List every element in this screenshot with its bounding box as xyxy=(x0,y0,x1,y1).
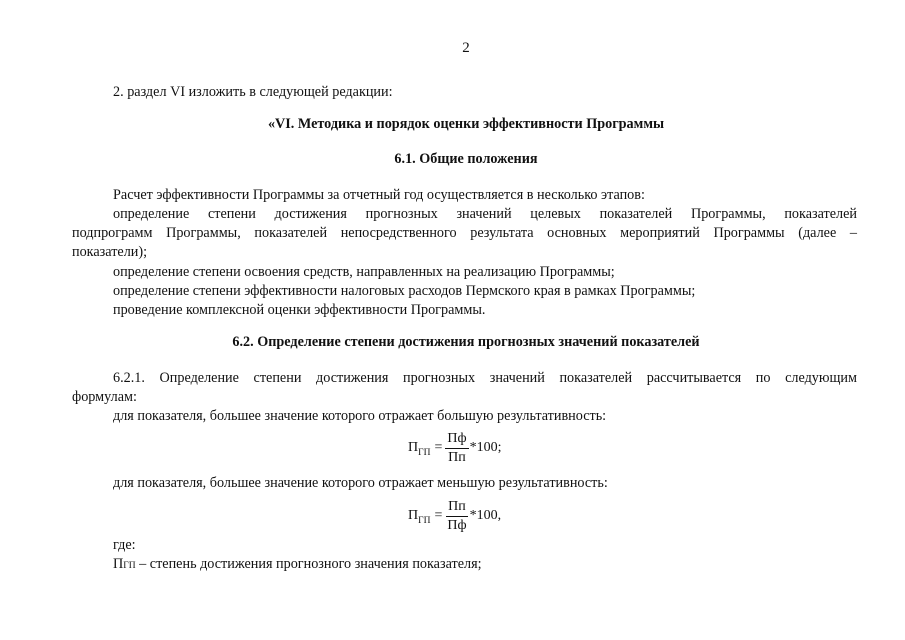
definition-symbol: П xyxy=(113,556,124,572)
formula1-equals: = xyxy=(434,440,443,455)
section-title: «VI. Методика и порядок оценки эффективности Программы xyxy=(267,116,665,132)
definition-symbol-sub: ГП xyxy=(123,561,136,571)
formula2-denominator: Пф xyxy=(447,517,467,533)
definition-pgp xyxy=(113,556,482,575)
formula-higher-better xyxy=(408,428,501,468)
paragraph-6-2-1-line1: 6.2.1. Определение степени достижения прогнозных значений показателей рассчитывается по следующим xyxy=(113,370,857,386)
formula2-tail: *100, xyxy=(469,508,502,523)
page-number: 2 xyxy=(462,40,470,56)
paragraph-lower-better: для показателя, большее значение которого отражает меньшую результативность: xyxy=(113,475,608,491)
paragraph-higher-better: для показателя, большее значение которого отражает большую результативность: xyxy=(113,408,607,424)
intro-paragraph: 2. раздел VI изложить в следующей редакции: xyxy=(113,84,393,100)
subsection-title-6-2: 6.2. Определение степени достижения прогнозных значений показателей xyxy=(232,334,700,350)
formula1-lhs: П xyxy=(408,440,419,455)
formula2-numerator: Пп xyxy=(446,499,468,517)
formula1-tail: *100; xyxy=(469,440,502,455)
paragraph-item3: определение степени эффективности налоговых расходов Пермского края в рамках Программы; xyxy=(113,283,696,299)
paragraph-where: где: xyxy=(113,537,136,553)
formula2-lhs: П xyxy=(408,508,419,523)
paragraph-item1-line1: определение степени достижения прогнозных значений целевых показателей Программы, показателей xyxy=(113,206,857,222)
subsection-title-6-1: 6.1. Общие положения xyxy=(394,151,538,167)
definition-text: – степень достижения прогнозного значения показателя; xyxy=(135,556,482,572)
paragraph-item1-line2: подпрограмм Программы, показателей непосредственного результата основных мероприятий Программы (далее – xyxy=(72,225,857,241)
paragraph-6-2-1-line2: формулам: xyxy=(72,389,137,405)
paragraph-item1-line3: показатели); xyxy=(72,244,148,260)
formula1-lhs-sub: ГП xyxy=(418,448,431,458)
formula2-lhs-sub: ГП xyxy=(418,516,431,526)
formula-lower-better xyxy=(408,496,501,536)
formula1-numerator: Пф xyxy=(445,431,468,449)
formula2-fraction xyxy=(445,499,468,534)
formula1-fraction xyxy=(445,431,468,466)
formula1-denominator: Пп xyxy=(448,449,466,465)
paragraph-item2: определение степени освоения средств, направленных на реализацию Программы; xyxy=(113,264,615,280)
paragraph-item4: проведение комплексной оценки эффективности Программы. xyxy=(113,302,486,318)
paragraph-stages: Расчет эффективности Программы за отчетный год осуществляется в несколько этапов: xyxy=(113,187,645,203)
formula2-equals: = xyxy=(434,508,443,523)
